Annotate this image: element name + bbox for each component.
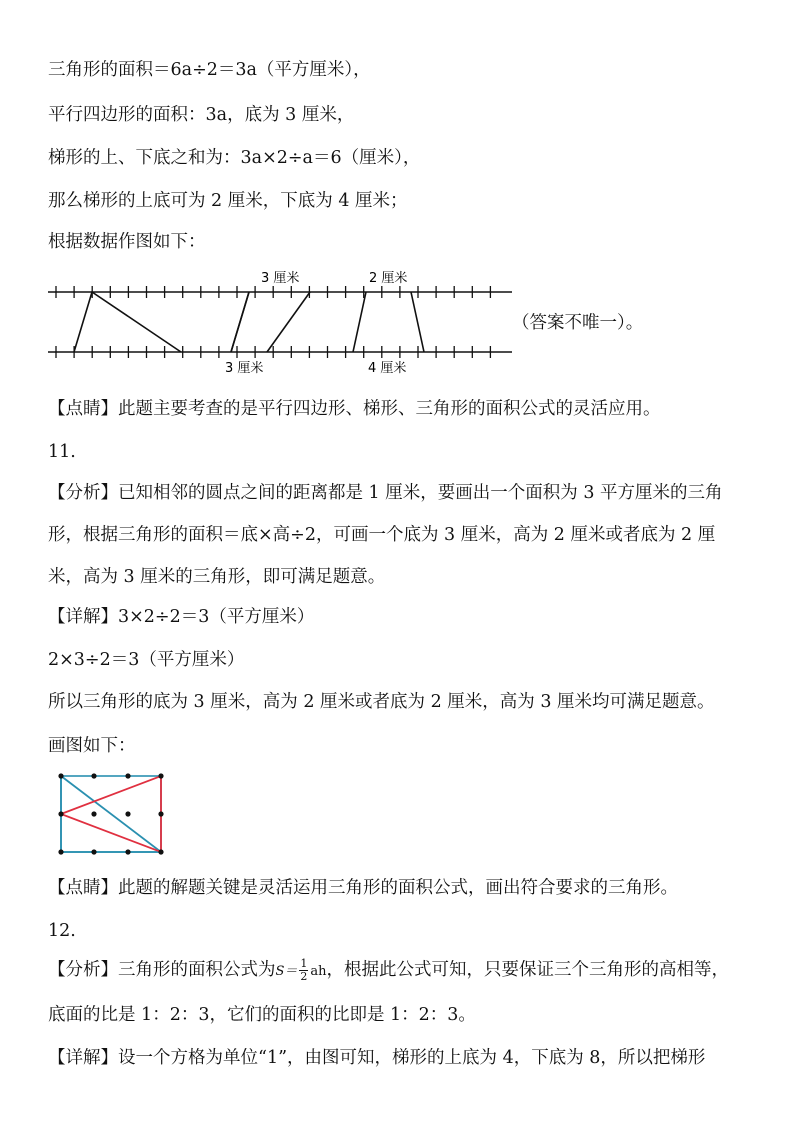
grid-dot (58, 811, 63, 816)
label-bottom-1: 3 厘米 (225, 361, 264, 376)
formula-suffix: ，根据此公式可知，只要保证三个三角形的高相等， (326, 960, 730, 980)
text-line: 三角形的面积＝6a÷2＝3a（平方厘米）， (48, 60, 371, 80)
formula-s: S＝ (275, 964, 298, 979)
label-bottom-2: 4 厘米 (368, 361, 407, 376)
analysis-paragraph: 【分析】已知相邻的圆点之间的距离都是 1 厘米，要画出一个面积为 3 平方厘米的三角形，根据三角形的面积＝底×高÷2，可画一个底为 3 厘米，高为 2 厘米或者底为 2 厘米，高为 3 厘米的三角形，即可满足题意。 (48, 483, 723, 587)
parallelogram-right-side (267, 292, 310, 352)
text-line: 底面的比是 1：2：3，它们的面积的比即是 1：2：3。 (48, 1005, 476, 1025)
parallelogram-left-side (231, 292, 249, 352)
label-top-2: 2 厘米 (369, 271, 408, 286)
text-line: 【点睛】此题主要考查的是平行四边形、梯形、三角形的面积公式的灵活应用。 (48, 399, 661, 419)
grid-dot (58, 849, 63, 854)
fraction (299, 958, 308, 983)
text-line: 所以三角形的底为 3 厘米，高为 2 厘米或者底为 2 厘米，高为 3 厘米均可满足题意。 (48, 692, 715, 712)
triangle-shape (74, 292, 181, 352)
grid-dot (125, 849, 130, 854)
grid-dot (91, 849, 96, 854)
question-number: 12. (48, 921, 76, 941)
teal-triangle (61, 776, 161, 852)
label-top-1: 3 厘米 (261, 271, 300, 286)
formula-prefix: 【分析】三角形的面积公式为 (48, 960, 276, 980)
grid-dot (158, 811, 163, 816)
text-line: 根据数据作图如下： (48, 232, 206, 252)
grid-dot (158, 773, 163, 778)
grid-dot (91, 811, 96, 816)
formula-line (48, 958, 729, 984)
grid-dot (125, 811, 130, 816)
fraction-numerator: 1 (300, 957, 308, 970)
fraction-denominator: 2 (300, 970, 308, 983)
text-line: 画图如下： (48, 736, 136, 756)
formula-ah: ah (310, 964, 327, 979)
text-line: 那么梯形的上底可为 2 厘米，下底为 4 厘米； (48, 191, 408, 211)
grid-dot (58, 773, 63, 778)
trapezoid-right-side (411, 292, 424, 352)
figure-note: （答案不唯一）。 (512, 313, 644, 333)
shapes-figure (44, 264, 514, 376)
text-line: 梯形的上、下底之和为：3a×2÷a＝6（厘米）， (48, 148, 421, 168)
text-line: 【详解】3×2÷2＝3（平方厘米） (48, 607, 315, 627)
text-line: 平行四边形的面积：3a，底为 3 厘米， (48, 105, 355, 125)
question-number: 11. (48, 442, 76, 462)
text-line: 2×3÷2＝3（平方厘米） (48, 650, 245, 670)
grid-dot (91, 773, 96, 778)
text-line: 【详解】设一个方格为单位“1”，由图可知，梯形的上底为 4，下底为 8，所以把梯形 (48, 1048, 706, 1068)
dot-grid-figure (52, 768, 176, 860)
grid-dot (158, 849, 163, 854)
text-line: 【点睛】此题的解题关键是灵活运用三角形的面积公式，画出符合要求的三角形。 (48, 878, 678, 898)
grid-dot (125, 773, 130, 778)
trapezoid-left-side (353, 292, 366, 352)
